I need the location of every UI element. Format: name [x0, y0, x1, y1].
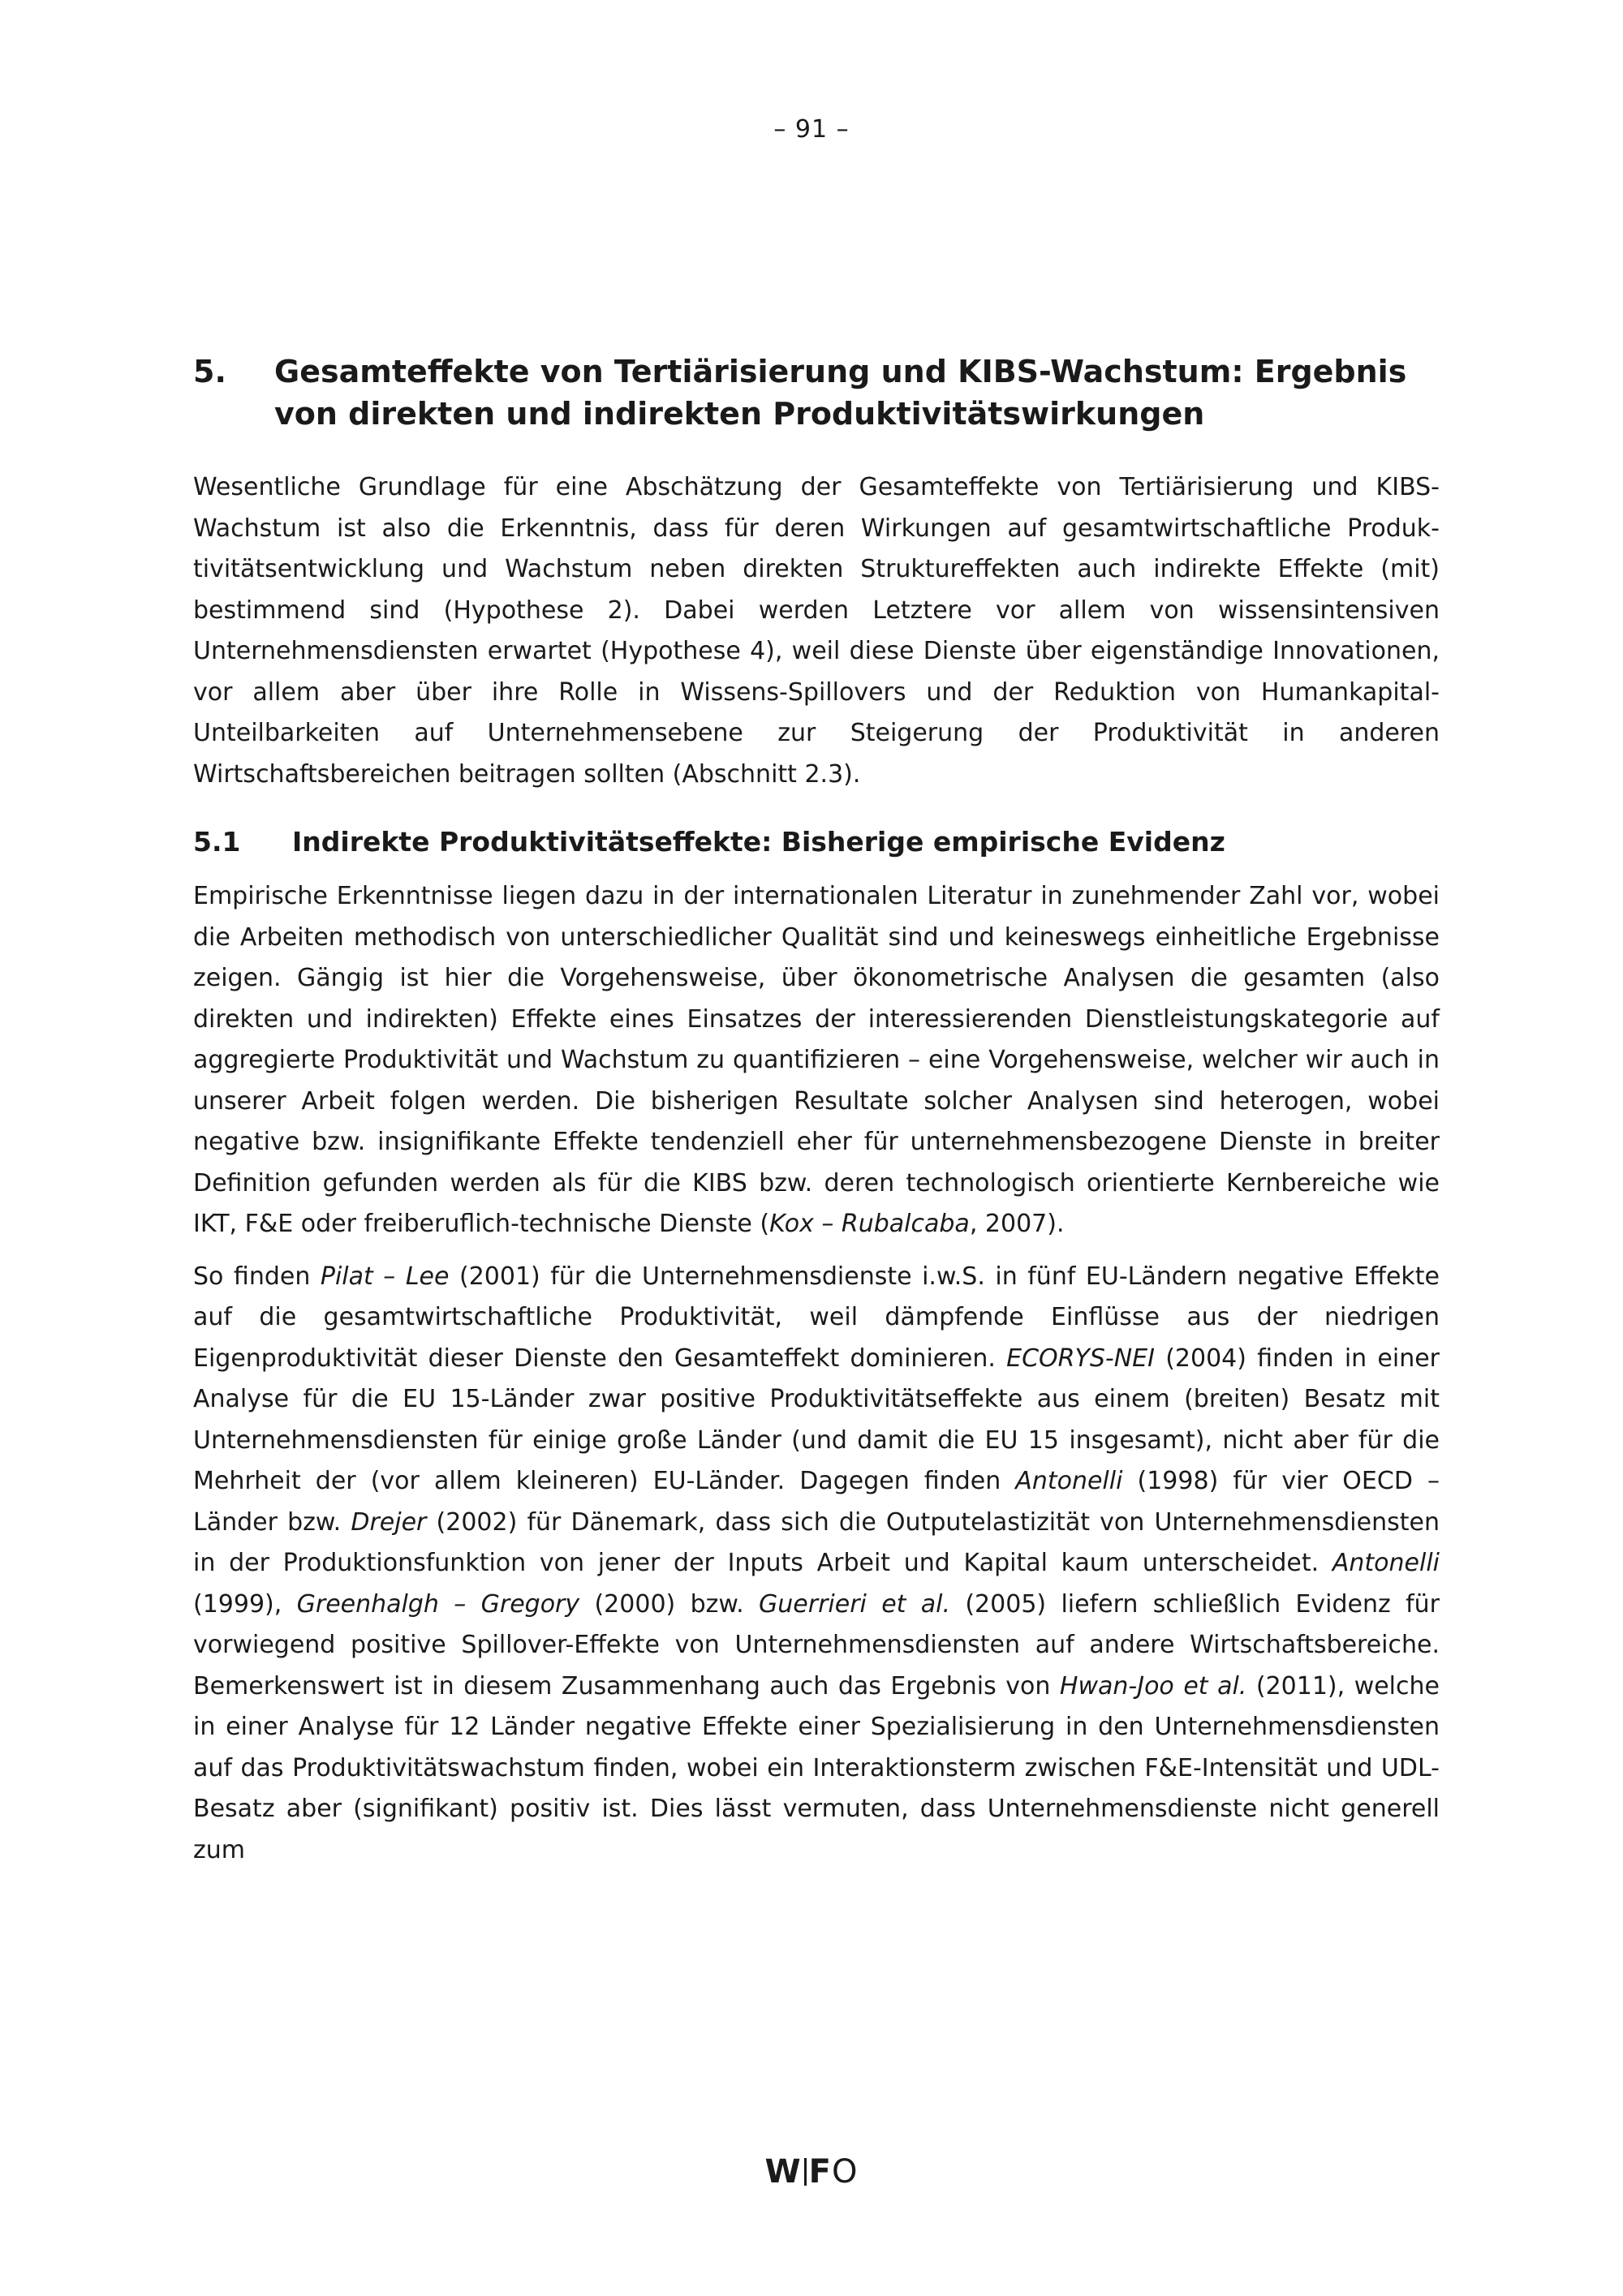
paragraph-text: Empirische Erkenntnisse liegen dazu in der internationalen Literatur in zunehmender Zahl vor, wobei die Arbeiten methodisch von unterschiedlicher Qualität sind und keineswegs einheitliche Ergebnisse zeigen. Gängig ist hier die Vorgehensweise, über ökonometrische Analysen die gesamten (also direkten und indirekten) Effekte eines Einsatzes der interessierenden Dienstleistungskategorie auf aggregierte Produktivität und Wachstum zu quantifizieren – eine Vorgehensweise, welcher wir auch in unserer Arbeit folgen werden. Die bisherigen Resultate solcher Analysen sind heterogen, wobei negative bzw. insignifikante Effekte tendenziell eher für unternehmensbezogene Dienste in breiter Definition gefunden werden als für die KIBS bzw. deren technologisch orientierte Kernbereiche wie IKT, F&E oder freiberuflich-technische Dienste ( — [193, 882, 1440, 1238]
paragraph-text: (1999), — [193, 1589, 297, 1619]
section-heading — [193, 350, 1440, 435]
subsection-heading — [193, 823, 1440, 862]
logo-letter-o: O — [831, 2153, 859, 2191]
citation: Antonelli — [1332, 1549, 1440, 1577]
paragraph-text: (2004) finden in einer Analyse für die EU 15-Länder zwar positive Produktivitätseffekte aus einem (breiten) Besatz mit Unternehmensdiensten für einige große Länder (und damit die EU 15 insgesamt), nicht aber für die Mehrheit der (vor allem kleineren) EU-Länder. Dagegen finden — [193, 1344, 1440, 1495]
section-title: Gesamteffekte von Tertiärisierung und KIBS-Wachstum: Ergebnis von direkten und indirekten Produktivitätswirkungen — [274, 354, 1407, 432]
citation: Greenhalgh – Gregory — [296, 1589, 580, 1619]
wifo-logo — [0, 2153, 1623, 2191]
citation: ECORYS-NEI — [1006, 1344, 1155, 1373]
citation: Hwan-Joo et al. — [1059, 1671, 1247, 1701]
paragraph-text: (1998) für vier OECD – Länder bzw. — [193, 1467, 1440, 1537]
logo-bar — [804, 2158, 807, 2186]
paragraph-text: (2001) für die Unternehmensdienste i.w.S. in fünf EU-Ländern negative Effekte auf die gesamtwirtschaftliche Produktivität, weil dämpfende Einflüsse aus der niedrigen Eigenproduktivität dieser Dienste den Gesamteffekt dominieren. — [193, 1262, 1440, 1373]
paragraph-text: So finden — [193, 1262, 321, 1291]
citation: Guerrieri et al. — [759, 1589, 951, 1619]
citation: Drejer — [351, 1507, 427, 1537]
subsection-paragraph-1 — [193, 876, 1440, 1245]
subsection-paragraph-2 — [193, 1257, 1440, 1872]
page-number: – 91 – — [773, 115, 850, 144]
subsection-title: Indirekte Produktivitätseffekte: Bisherige empirische Evidenz — [292, 826, 1225, 858]
section-number: 5. — [193, 354, 226, 389]
paragraph-text: (2000) bzw. — [579, 1589, 760, 1619]
logo-letter-f: F — [808, 2153, 832, 2191]
paragraph-text: (2005) liefern schließlich Evidenz für vorwiegend positive Spillover-Effekte von Unternehmensdiensten auf andere Wirtschaftsbereiche. Bemerkenswert ist in diesem Zusammenhang auch das Ergebnis von — [193, 1589, 1440, 1701]
document-body — [193, 350, 1440, 1882]
subsection-number: 5.1 — [193, 826, 241, 858]
citation: Antonelli — [1015, 1467, 1123, 1495]
paragraph-text: (2011), welche in einer Analyse für 12 Länder negative Effekte einer Spezialisierung in den Unternehmensdiensten auf das Produktivitätswachstum finden, wobei ein Interaktionsterm zwischen F&E-Intensität und UDL-Besatz aber (signifikant) positiv ist. Dies lässt vermuten, dass Unternehmensdienste nicht generell zum — [193, 1671, 1440, 1864]
citation: Pilat – Lee — [320, 1262, 450, 1291]
paragraph-text: (2002) für Dänemark, dass sich die Outputelastizität von Unternehmensdiensten in der Produktionsfunktion von jener der Inputs Arbeit und Kapital kaum unterscheidet. — [193, 1507, 1440, 1577]
paragraph-text: , 2007). — [969, 1210, 1065, 1238]
citation: Kox – Rubalcaba — [769, 1210, 970, 1238]
logo-letter-w: W — [764, 2153, 802, 2191]
section-intro-paragraph: Wesentliche Grundlage für eine Abschätzung der Gesamteffekte von Tertiärisierung und KIBS-Wachstum ist also die Erkenntnis, dass für deren Wirkungen auf gesamtwirtschaftliche Produktivitätsentwicklung und Wachstum neben direkten Struktureffekten auch indirekte Effekte (mit) bestimmend sind (Hypothese 2). Dabei werden Letztere vor allem von wissensintensiven Unternehmensdiensten erwartet (Hypothese 4), weil diese Dienste über eigenständige Innovationen, vor allem aber über ihre Rolle in Wissens-Spillovers und der Reduktion von Humankapital-Unteilbarkeiten auf Unternehmensebene zur Steigerung der Produktivität in anderen Wirtschaftsbereichen beitragen sollten (Abschnitt 2.3). — [193, 473, 1440, 789]
